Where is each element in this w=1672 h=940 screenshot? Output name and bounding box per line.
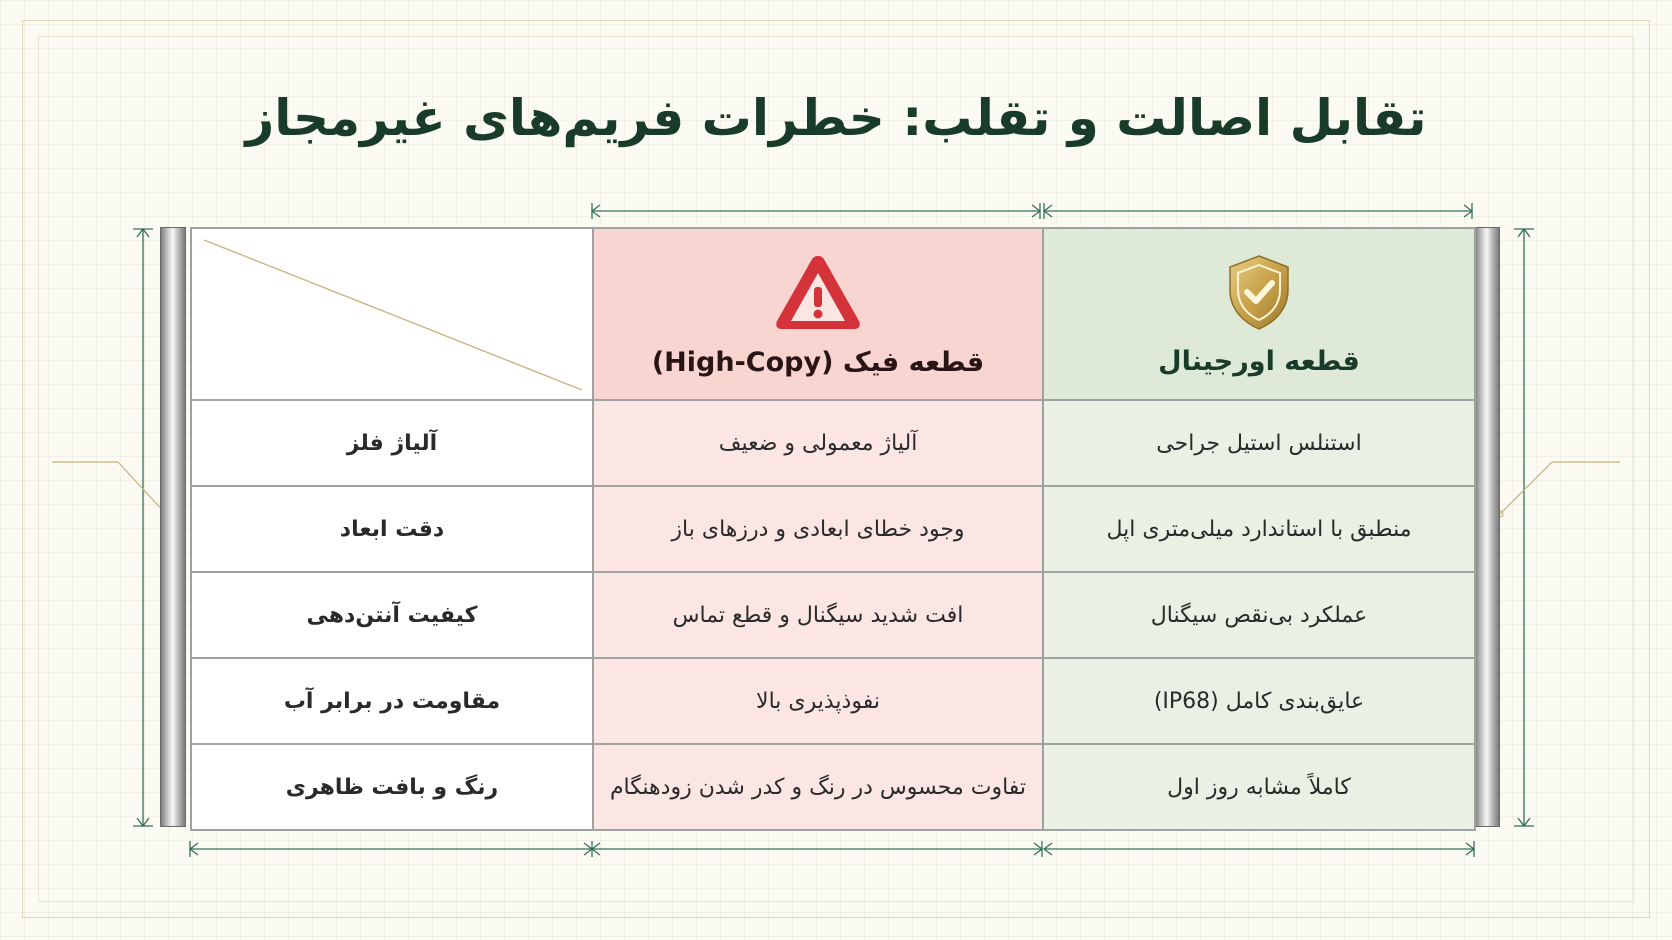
- feature-label-cell: دقت ابعاد: [191, 486, 593, 572]
- left-metal-pillar: [160, 227, 186, 827]
- corner-cell: [191, 228, 593, 400]
- fake-value-cell: وجود خطای ابعادی و درزهای باز: [593, 486, 1043, 572]
- table-row: [191, 658, 1475, 744]
- comparison-table: [190, 227, 1476, 831]
- header-row: [191, 228, 1475, 400]
- fake-value-cell: افت شدید سیگنال و قطع تماس: [593, 572, 1043, 658]
- original-value-cell: استنلس استیل جراحی: [1043, 400, 1475, 486]
- shield-check-icon: [1224, 252, 1294, 332]
- original-value-cell: عملکرد بی‌نقص سیگنال: [1043, 572, 1475, 658]
- original-value-cell: منطبق با استاندارد میلی‌متری اپل: [1043, 486, 1475, 572]
- fake-column-label: قطعه فیک (High-Copy): [651, 346, 985, 378]
- original-value-cell: کاملاً مشابه روز اول: [1043, 744, 1475, 830]
- feature-label-cell: مقاومت در برابر آب: [191, 658, 593, 744]
- table-row: [191, 486, 1475, 572]
- fake-value-cell: تفاوت محسوس در رنگ و کدر شدن زودهنگام: [593, 744, 1043, 830]
- table-row: [191, 572, 1475, 658]
- feature-label-cell: رنگ و بافت ظاهری: [191, 744, 593, 830]
- right-metal-pillar: [1474, 227, 1500, 827]
- warning-triangle-icon: [772, 251, 864, 333]
- original-column-header: [1043, 228, 1475, 400]
- diagonal-line: [192, 230, 592, 398]
- fake-column-header: [593, 228, 1043, 400]
- fake-value-cell: نفوذپذیری بالا: [593, 658, 1043, 744]
- feature-label-cell: آلیاژ فلز: [191, 400, 593, 486]
- table-row: [191, 400, 1475, 486]
- original-column-label: قطعه اورجینال: [1158, 345, 1360, 377]
- fake-value-cell: آلیاژ معمولی و ضعیف: [593, 400, 1043, 486]
- table-row: [191, 744, 1475, 830]
- feature-label-cell: کیفیت آنتن‌دهی: [191, 572, 593, 658]
- page-title: تقابل اصالت و تقلب: خطرات فریم‌های غیرمجاز: [245, 89, 1427, 147]
- original-value-cell: عایق‌بندی کامل (IP68): [1043, 658, 1475, 744]
